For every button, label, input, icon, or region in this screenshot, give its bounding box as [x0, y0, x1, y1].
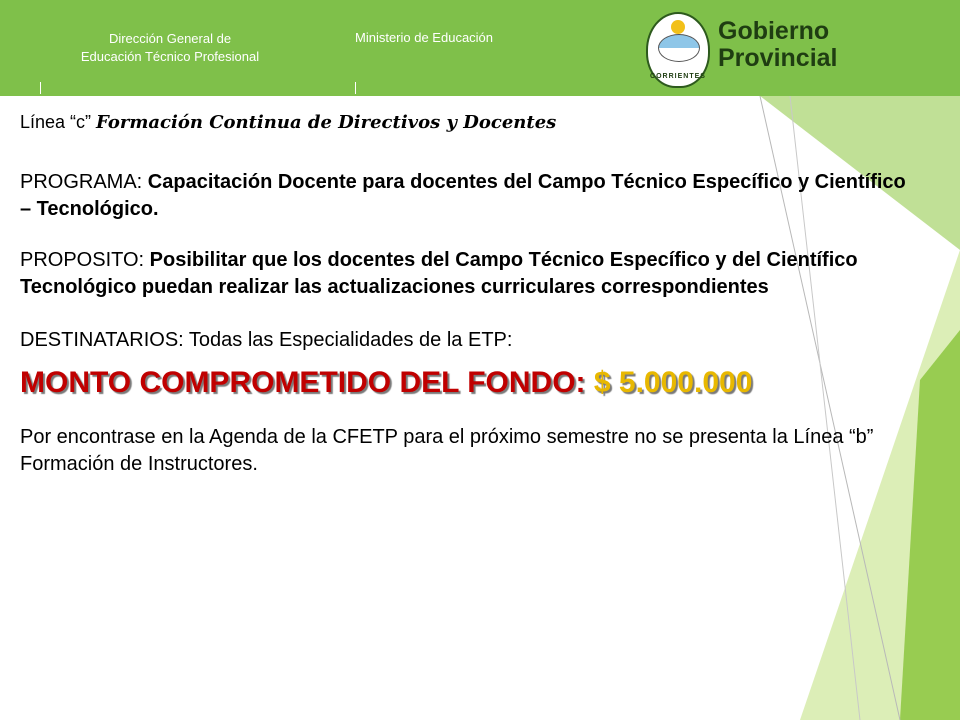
linea-prefix: Línea “c” — [20, 112, 97, 132]
header-left-line1: Dirección General de — [108, 31, 232, 46]
logo-word-gobierno: Gobierno — [718, 17, 830, 45]
monto-label: MONTO COMPROMETIDO DEL FONDO: — [20, 366, 586, 399]
programa-label: PROGRAMA: — [20, 171, 148, 193]
nota-paragraph: Por encontrase en la Agenda de la CFETP para el próximo semestre no se presenta la Línea “b” Formación de Instructores. — [20, 426, 874, 475]
programa-paragraph — [20, 169, 915, 223]
logo-word-provincial: Provincial — [718, 44, 838, 72]
slide-content — [20, 112, 915, 478]
linea-title: Formación Continua de Directivos y Docentes — [96, 112, 557, 133]
crest-ring-text: CORRIENTES — [650, 73, 706, 80]
monto-amount: $ 5.000.000 — [593, 366, 753, 399]
monto-line — [20, 366, 915, 400]
programa-value: Capacitación Docente para docentes del Campo Técnico Específico y Científico – Tecnológico. — [20, 171, 906, 220]
header-ministry: Ministerio de Educación — [355, 30, 494, 45]
linea-heading — [20, 112, 915, 133]
header-left-line2: Educación Técnico Profesional — [80, 49, 260, 64]
proposito-label: PROPOSITO: — [20, 249, 150, 271]
destinatarios-paragraph: DESTINATARIOS: Todas las Especialidades de la ETP: — [20, 329, 513, 351]
proposito-paragraph — [20, 247, 915, 301]
proposito-value: Posibilitar que los docentes del Campo Técnico Específico y del Científico Tecnológico puedan realizar las actualizaciones curriculares correspondientes — [20, 249, 858, 298]
